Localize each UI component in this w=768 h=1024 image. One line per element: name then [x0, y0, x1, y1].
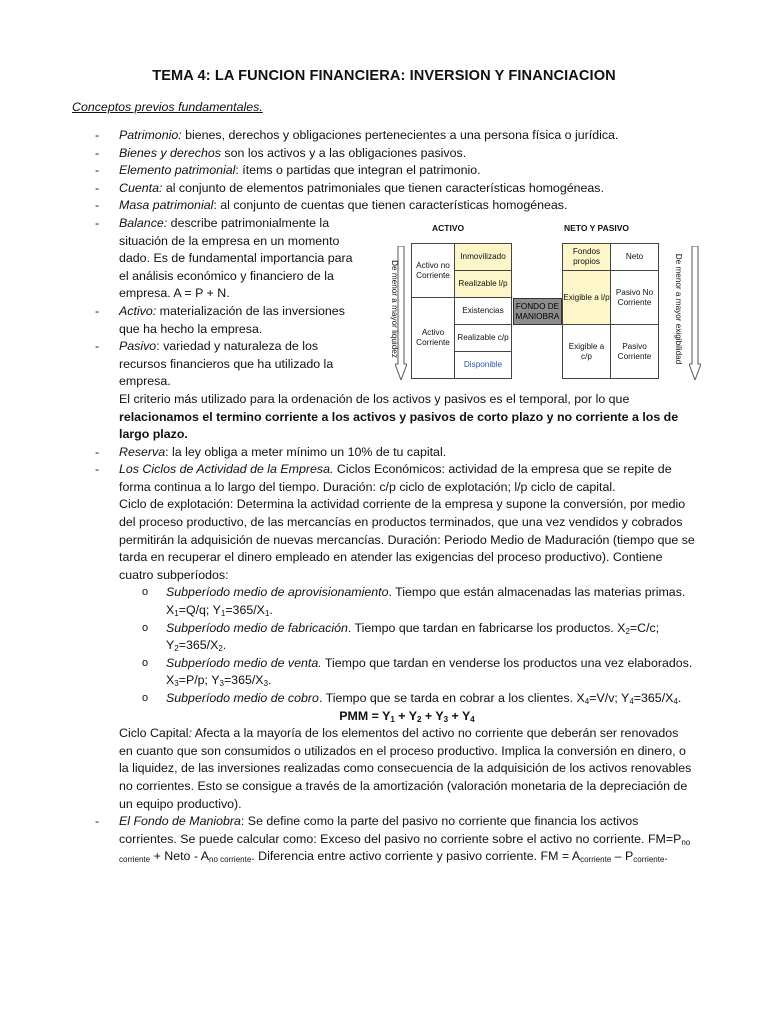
left-arrow-label: De menor a mayor liquidez: [390, 260, 399, 358]
dash-marker: -: [95, 303, 100, 318]
definition: : variedad y naturaleza de los recursos financieros que ha utilizado la empresa.: [119, 339, 334, 389]
subscript: 2: [218, 644, 223, 654]
subscript: 1: [264, 609, 270, 619]
term: Subperíodo medio de aprovisionamiento: [166, 585, 389, 600]
term: Pasivo: [119, 339, 157, 354]
subscript: 3: [443, 714, 449, 724]
fondo-maniobra-cell: FONDO DE MANIOBRA: [513, 298, 562, 325]
term: El Fondo de Maniobra: [119, 814, 241, 829]
formula-part: X: [617, 620, 626, 635]
term: Reserva: [119, 444, 166, 459]
subscript: 4: [584, 697, 590, 706]
explotacion-paragraph: Ciclo de explotación: Determina la actividad corriente de la empresa y supone la conversión, por medio del proceso productivo, de las mercancías en productos terminados, que una vez vendidos y cobrados permitirán la adquisición de nuevas mercancías. Duración: Periodo Medio de Maduración (tiempo que se tarda en recuperar el dinero empleado en atender las exigencias del proceso productivo). Contiene cuatro subperíodos:: [119, 497, 695, 582]
formula-part: =365/X: [178, 638, 219, 653]
term: Balance:: [119, 215, 168, 230]
formula-part: =P/p; Y: [178, 673, 220, 688]
definition: . Tiempo que están almacenadas las materias primas.: [388, 585, 686, 600]
header-neto-pasivo: NETO Y PASIVO: [564, 223, 630, 233]
pasivo-no-corriente-cell: Pasivo No Corriente: [610, 270, 659, 325]
dash-marker: -: [95, 444, 100, 459]
item-elemento: [95, 162, 695, 180]
formula-part: + Neto - A: [150, 849, 210, 864]
realizable-lp-cell: Realizable l/p: [454, 270, 512, 298]
dash-marker: -: [95, 462, 100, 477]
formula-part: .: [269, 603, 273, 618]
section-subtitle: Conceptos previos fundamentales.: [72, 100, 263, 114]
inmovilizado-cell: Inmovilizado: [454, 243, 512, 271]
definition: : la ley obliga a meter mínimo un 10% de tu capital.: [165, 444, 447, 459]
definition: : ítems o partidas que integran el patrimonio.: [235, 163, 481, 178]
subscript: 3: [174, 679, 179, 689]
bullet-marker: o: [142, 621, 149, 634]
definition: describe patrimonialmente la situación de la empresa en un momento dado. Es de fundamental importancia para el análisis económico y financiero de la empresa. A = P + N.: [119, 215, 353, 301]
subscript: 2: [417, 714, 422, 724]
bullet-marker: o: [142, 656, 149, 669]
item-fondo-maniobra: [95, 813, 695, 866]
neto-cell: Neto: [610, 243, 659, 271]
fondos-propios-cell: Fondos propios: [562, 243, 611, 271]
definition: al conjunto de elementos patrimoniales que tienen características homogéneas.: [162, 180, 604, 195]
formula: [577, 691, 682, 705]
term: Cuenta:: [119, 180, 163, 195]
term: Subperíodo medio de cobro: [166, 691, 319, 705]
subperiod-fabricacion: [95, 620, 695, 655]
subscript: 2: [625, 626, 630, 636]
subperiod-venta: [95, 655, 695, 690]
dash-marker: -: [95, 215, 100, 230]
criterio-bold: relacionamos el termino corriente a los activos y pasivos de corto plazo y no corriente a los de largo plazo.: [119, 409, 679, 442]
item-pasivo: [95, 338, 363, 391]
subscript: 1: [174, 609, 179, 619]
definition: Tiempo que tardan en venderse los productos una vez elaborados.: [321, 655, 693, 670]
formula-part: =Q/q; Y: [178, 603, 221, 618]
formula-part: .: [664, 849, 668, 864]
formula-part: X: [166, 603, 175, 618]
criterio-text: El criterio más utilizado para la ordenación de los activos y pasivos es el temporal, por lo que: [119, 391, 630, 406]
existencias-cell: Existencias: [454, 297, 512, 325]
bullet-marker: o: [142, 586, 149, 599]
formula-part: + Y: [421, 708, 444, 723]
formula-part: .: [222, 638, 227, 653]
item-bienes: [95, 145, 695, 163]
term: Bienes y derechos: [119, 145, 221, 160]
formula-part: .: [268, 673, 272, 688]
dash-marker: -: [95, 145, 100, 160]
subperiod-cobro: [95, 690, 695, 708]
formula-part: =365/X: [223, 673, 264, 688]
subscript: 4: [470, 714, 475, 724]
dash-marker: -: [95, 180, 100, 195]
formula-part: PMM = Y: [339, 708, 391, 723]
subscript: no corriente: [119, 837, 691, 865]
realizable-cp-cell: Realizable c/p: [454, 324, 512, 352]
term: Elemento patrimonial: [119, 163, 236, 178]
subperiod-aprovisionamiento: [95, 584, 695, 619]
subscript: corriente: [580, 855, 612, 865]
definition: son los activos y a las obligaciones pasivos.: [220, 145, 467, 160]
definition: . Tiempo que tardan en fabricarse los productos.: [347, 620, 618, 635]
item-cuenta: [95, 180, 695, 198]
dash-marker: -: [95, 814, 100, 829]
term: Los Ciclos de Actividad de la Empresa.: [119, 462, 334, 477]
definition: bienes, derechos y obligaciones pertenecientes a una persona física o jurídica.: [181, 128, 619, 142]
disponible-cell: Disponible: [454, 351, 512, 379]
activo-no-corriente-cell: Activo no Corriente: [411, 243, 455, 298]
definition: Afecta a la mayoría de los elementos del activo no corriente que deberán ser renovados en cuanto que son consumidos o utilizados en el proceso productivo. Implica la conversión en dinero, o la liquidez, de las inversiones realizadas como consecuencia de la adquisición de los activos renovables no corrientes. Esto se consigue a través de la amortización (valoración monetaria de la depreciación de un equipo productivo).: [119, 726, 692, 811]
lead-colon: :: [188, 726, 193, 741]
formula-part: =V/v; Y: [589, 691, 630, 705]
activo-corriente-cell: Activo Corriente: [411, 297, 455, 379]
definition: Ciclos Económicos: actividad de la empresa que se repite de forma continua a lo largo del tiempo. Duración: c/p ciclo de explotación; l/p ciclo de capital.: [119, 462, 672, 494]
definition: materialización de las inversiones que ha hecho la empresa.: [119, 303, 345, 336]
dash-marker: -: [95, 163, 100, 178]
definition: : al conjunto de cuentas que tienen características homogéneas.: [213, 198, 568, 213]
term: Subperíodo medio de fabricación: [166, 620, 348, 635]
lead: Ciclo Capital: [119, 726, 189, 741]
item-masa: [95, 197, 695, 215]
document-title: TEMA 4: LA FUNCION FINANCIERA: INVERSION Y FINANCIACION: [152, 68, 616, 84]
subscript: 2: [174, 644, 179, 654]
criterio-paragraph: [95, 391, 695, 444]
dash-marker: -: [95, 198, 100, 213]
term: Patrimonio:: [119, 128, 182, 142]
subscript: 4: [629, 697, 634, 706]
item-reserva: [95, 444, 695, 462]
definition: : Se define como la parte del pasivo no corriente que financia los activos corrientes. Se puede calcular como: Exceso del pasivo no corriente sobre el activo no corriente. FM=P: [119, 814, 682, 846]
bullet-marker: o: [142, 692, 149, 704]
down-arrow-icon: [689, 246, 701, 380]
formula-part: =365/X: [633, 691, 674, 705]
balance-diagram: [373, 218, 723, 384]
formula-part: + Y: [394, 708, 417, 723]
formula-part: – P: [611, 849, 634, 864]
pmm-formula: [95, 708, 695, 726]
definition: . Tiempo que se tarda en cobrar a los clientes.: [318, 691, 577, 705]
formula: [166, 673, 271, 687]
item-activo: [95, 303, 363, 338]
subscript: 1: [390, 714, 395, 724]
item-ciclos: [95, 461, 695, 496]
term: Subperíodo medio de venta.: [166, 655, 322, 670]
header-activo: ACTIVO: [432, 223, 465, 233]
term: Activo:: [119, 303, 157, 318]
dash-marker: -: [95, 339, 100, 354]
formula-part: . Diferencia entre activo corriente y pasivo corriente. FM = A: [251, 849, 581, 864]
item-patrimonio: [95, 127, 695, 145]
formula: [166, 603, 273, 617]
term: Masa patrimonial: [119, 198, 214, 213]
formula-part: =C/c; Y: [166, 620, 660, 653]
dash-marker: -: [95, 128, 100, 142]
subscript: 3: [219, 679, 224, 689]
right-arrow-label: De menor a mayor exigibilidad: [674, 253, 683, 365]
exigible-lp-cell: Exigible a l/p: [562, 270, 611, 325]
formula-part: X: [576, 691, 585, 705]
formula-part: .: [677, 691, 682, 705]
formula-part: =365/X: [225, 603, 265, 618]
exigible-cp-cell: Exigible a c/p: [562, 324, 611, 379]
subscript: 4: [673, 697, 678, 706]
ciclo-capital-paragraph: [95, 725, 695, 813]
formula-part: X: [166, 673, 175, 688]
formula-part: + Y: [448, 708, 471, 723]
subscript: 1: [220, 609, 226, 619]
item-balance: [95, 215, 363, 303]
subscript: 3: [263, 679, 269, 689]
pasivo-corriente-cell: Pasivo Corriente: [610, 324, 659, 379]
subscript: corriente: [633, 855, 665, 865]
subscript: no corriente: [209, 855, 252, 865]
